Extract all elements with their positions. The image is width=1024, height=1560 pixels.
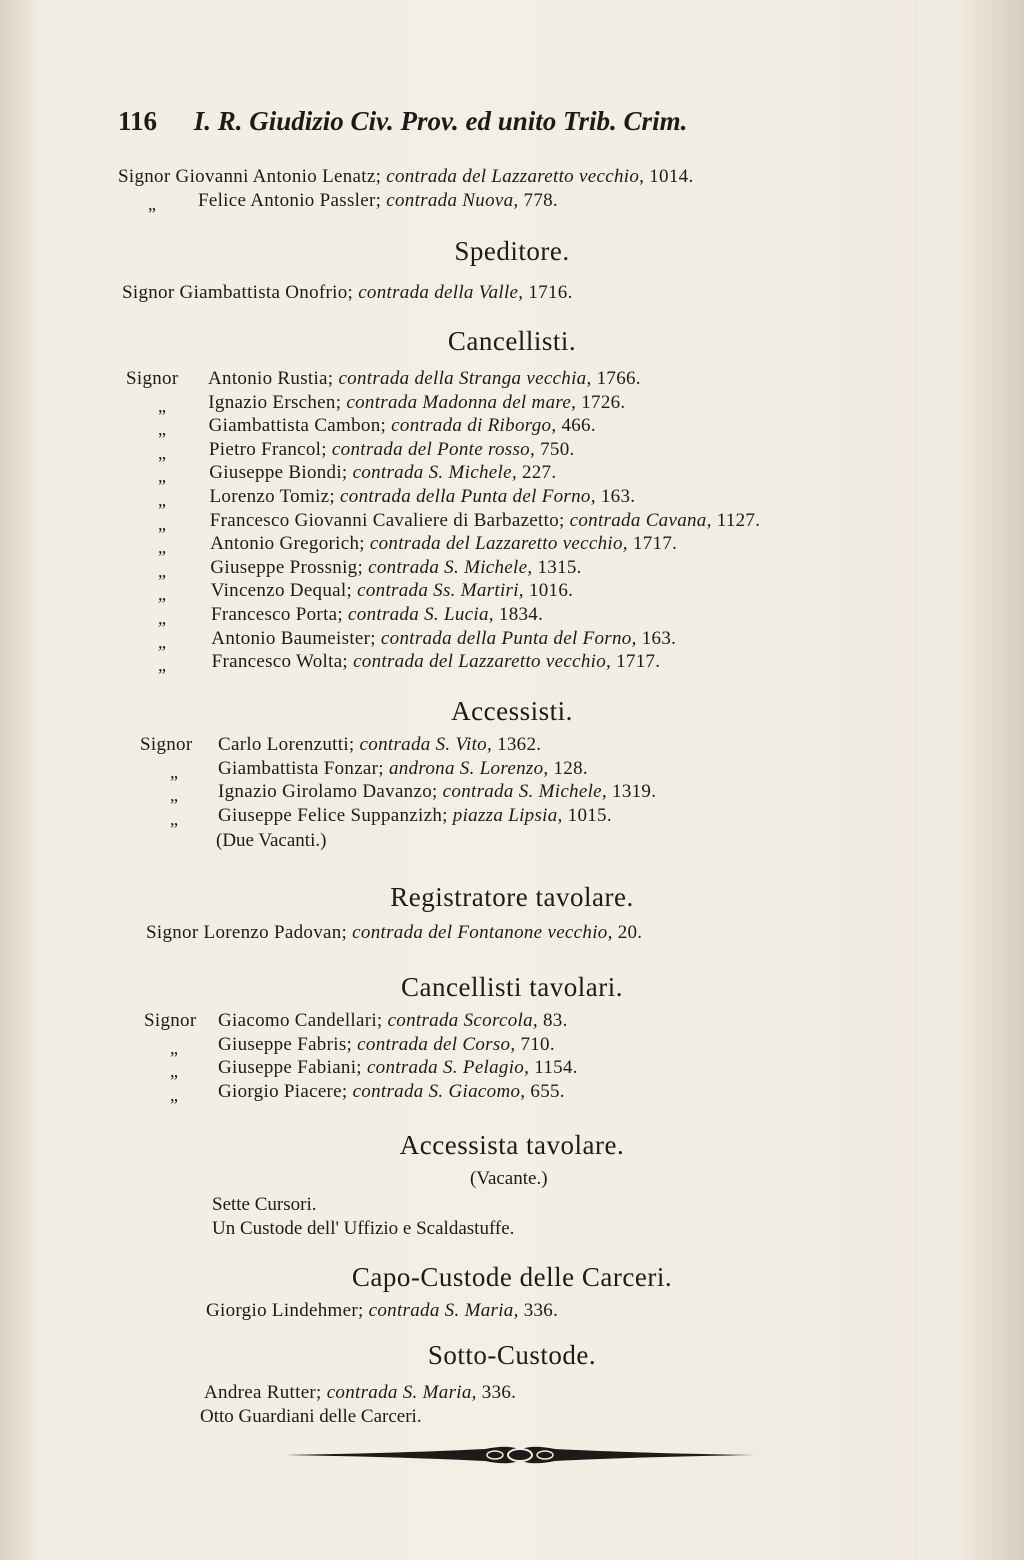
ditto-mark: „ (158, 560, 166, 581)
address: contrada della Valle, (358, 282, 524, 303)
person-name: Antonio Baumeister; (211, 627, 376, 649)
house-number: 1014. (649, 166, 694, 187)
person-name: Felice Antonio Passler; (198, 190, 382, 211)
address: contrada di Riborgo, (391, 415, 557, 437)
house-number: 1015. (567, 804, 612, 826)
address: contrada S. Lucia, (348, 604, 494, 625)
person-name: Lorenzo Padovan; (203, 922, 348, 943)
person-name: Giovanni Antonio Lenatz; (175, 166, 382, 187)
ditto-mark: „ (158, 584, 166, 605)
person-name: Giambattista Onofrio; (179, 282, 354, 303)
person-name: Giorgio Lindehmer; (206, 1300, 364, 1321)
section-heading: Cancellisti. (447, 326, 577, 356)
signor-label: Signor (126, 368, 179, 389)
address: contrada Cavana, (569, 509, 712, 531)
person-name: Giuseppe Biondi; (209, 462, 348, 484)
person-name: Antonio Rustia; (208, 368, 334, 389)
person-name: Lorenzo Tomiz; (209, 486, 335, 507)
person-name: Giacomo Candellari; (218, 1010, 383, 1031)
signor-label: Signor (140, 734, 193, 755)
list-item (122, 282, 573, 304)
staff-note: Otto Guardiani delle Carceri. (200, 1406, 422, 1427)
house-number: 1716. (528, 282, 573, 303)
ditto-mark: „ (158, 631, 166, 652)
house-number: 750. (540, 438, 575, 460)
house-number: 128. (553, 757, 588, 779)
vacancy-note: (Due Vacanti.) (216, 830, 327, 851)
house-number: 20. (617, 922, 643, 943)
house-number: 1319. (612, 781, 657, 802)
ditto-mark: „ (158, 537, 166, 558)
person-name: Vincenzo Dequal; (210, 580, 353, 602)
person-name: Giuseppe Fabris; (218, 1033, 353, 1055)
house-number: 336. (481, 1382, 517, 1403)
list-item (206, 1300, 558, 1322)
section-heading: Speditore. (454, 236, 570, 266)
ditto-mark: „ (158, 655, 166, 676)
person-name: Francesco Porta; (211, 604, 343, 625)
running-title: I. R. Giudizio Civ. Prov. ed unito Trib. Crim. (193, 106, 688, 136)
address: contrada della Stranga vecchia, (338, 368, 592, 389)
section-heading: Sotto-Custode. (427, 1340, 597, 1370)
house-number: 1154. (534, 1057, 578, 1078)
person-name: Giuseppe Fabiani; (218, 1057, 362, 1078)
person-name: Giuseppe Felice Suppanzizh; (218, 804, 448, 826)
house-number: 1362. (497, 734, 542, 755)
list-item (218, 1010, 568, 1032)
signor-label: Signor (146, 922, 199, 943)
signor-label: Signor (118, 166, 171, 187)
ditto-mark: „ (158, 490, 166, 510)
address: contrada Madonna del mare, (346, 391, 577, 413)
house-number: 1717. (616, 651, 661, 673)
list-item (209, 415, 596, 437)
address: contrada S. Maria, (368, 1300, 519, 1321)
list-item (218, 805, 612, 827)
person-name: Francesco Wolta; (211, 651, 349, 673)
house-number: 1016. (528, 580, 574, 602)
ditto-mark: „ (158, 608, 166, 628)
person-name: Giorgio Piacere; (218, 1080, 348, 1102)
section-heading: Registratore tavolare. (390, 882, 634, 912)
staff-note: Sette Cursori. (212, 1194, 317, 1215)
list-item (218, 781, 656, 803)
list-item (212, 651, 661, 673)
ditto-mark: „ (170, 1061, 178, 1081)
house-number: 1127. (716, 509, 761, 531)
ditto-mark: „ (170, 785, 178, 805)
person-name: Giambattista Fonzar; (218, 757, 384, 779)
address: contrada S. Pelagio, (366, 1057, 530, 1078)
ditto-mark: „ (170, 761, 178, 782)
signor-label: Signor (144, 1010, 197, 1031)
section-heading: Capo-Custode delle Carceri. (351, 1262, 673, 1292)
staff-note: Un Custode dell' Uffizio e Scaldastuffe. (212, 1218, 515, 1239)
address: contrada del Corso, (357, 1033, 516, 1055)
page-number: 116 (118, 106, 158, 136)
person-name: Francesco Giovanni Cavaliere di Barbazetto; (209, 509, 565, 531)
list-item (146, 922, 642, 944)
list-item (209, 462, 556, 484)
list-item (209, 439, 575, 461)
list-item (118, 166, 694, 188)
address: contrada del Lazzaretto vecchio, (369, 533, 628, 555)
house-number: 710. (520, 1033, 555, 1055)
person-name: Giuseppe Prossnig; (210, 556, 364, 578)
address: contrada S. Michele, (368, 556, 533, 578)
address: androna S. Lorenzo, (388, 757, 549, 779)
ornament-rule (285, 1440, 755, 1470)
list-item (211, 628, 676, 650)
list-item (218, 758, 588, 780)
address: contrada del Lazzaretto vecchio, (353, 651, 612, 673)
list-item (208, 368, 641, 390)
vacancy-note: (Vacante.) (470, 1168, 548, 1189)
address: contrada S. Michele, (352, 462, 517, 484)
person-name: Ignazio Girolamo Davanzo; (218, 781, 438, 802)
list-item (218, 1081, 565, 1103)
person-name: Carlo Lorenzutti; (218, 734, 355, 755)
person-name: Andrea Rutter; (204, 1382, 322, 1403)
list-item (210, 510, 760, 532)
person-name: Ignazio Erschen; (208, 391, 342, 413)
address: contrada della Punta del Forno, (340, 486, 596, 507)
person-name: Giambattista Cambon; (208, 415, 387, 437)
address: contrada S. Giacomo, (352, 1080, 526, 1102)
ditto-mark: „ (158, 513, 166, 534)
section-heading: Accessisti. (451, 696, 573, 726)
ditto-mark: „ (170, 1037, 178, 1058)
ditto-mark: „ (148, 194, 156, 214)
house-number: 1726. (581, 391, 626, 413)
address: contrada S. Maria, (326, 1382, 477, 1403)
ditto-mark: „ (158, 419, 166, 440)
ditto-mark: „ (170, 808, 178, 829)
person-name: Antonio Gregorich; (210, 533, 365, 555)
person-name: Pietro Francol; (208, 438, 327, 460)
list-item (210, 557, 581, 579)
address: contrada del Ponte rosso, (331, 438, 536, 460)
house-number: 1766. (596, 368, 641, 389)
house-number: 227. (521, 462, 557, 484)
house-number: 655. (530, 1080, 565, 1102)
list-item (210, 486, 636, 508)
list-item (204, 1382, 516, 1404)
house-number: 1315. (537, 556, 582, 578)
house-number: 1834. (498, 604, 544, 625)
list-item (210, 533, 677, 555)
address: contrada Nuova, (386, 190, 519, 211)
page-header (118, 106, 878, 137)
list-item (218, 734, 541, 756)
house-number: 83. (542, 1010, 568, 1031)
section-heading: Cancellisti tavolari. (401, 972, 623, 1002)
address: contrada S. Vito, (359, 734, 493, 755)
address: contrada del Fontanone vecchio, (352, 922, 613, 943)
section-heading: Accessista tavolare. (399, 1130, 625, 1160)
list-item (218, 1057, 578, 1079)
house-number: 778. (523, 190, 558, 211)
house-number: 163. (600, 486, 636, 507)
address: contrada Ss. Martiri, (357, 580, 524, 602)
house-number: 466. (561, 415, 596, 437)
ditto-mark: „ (158, 395, 166, 416)
ditto-mark: „ (170, 1084, 178, 1105)
list-item (211, 604, 543, 626)
list-item (211, 580, 574, 602)
address: contrada del Lazzaretto vecchio, (386, 166, 645, 187)
list-item (218, 1034, 555, 1056)
signor-label: Signor (122, 282, 175, 303)
house-number: 336. (523, 1300, 559, 1321)
ditto-mark: „ (158, 466, 166, 487)
address: contrada S. Michele, (442, 781, 607, 802)
address: contrada Scorcola, (387, 1010, 538, 1031)
address: piazza Lipsia, (452, 804, 563, 826)
house-number: 1717. (632, 533, 678, 555)
house-number: 163. (641, 627, 677, 649)
list-item (208, 392, 625, 414)
list-item (198, 190, 558, 212)
address: contrada della Punta del Forno, (380, 627, 637, 649)
ditto-mark: „ (158, 442, 166, 463)
